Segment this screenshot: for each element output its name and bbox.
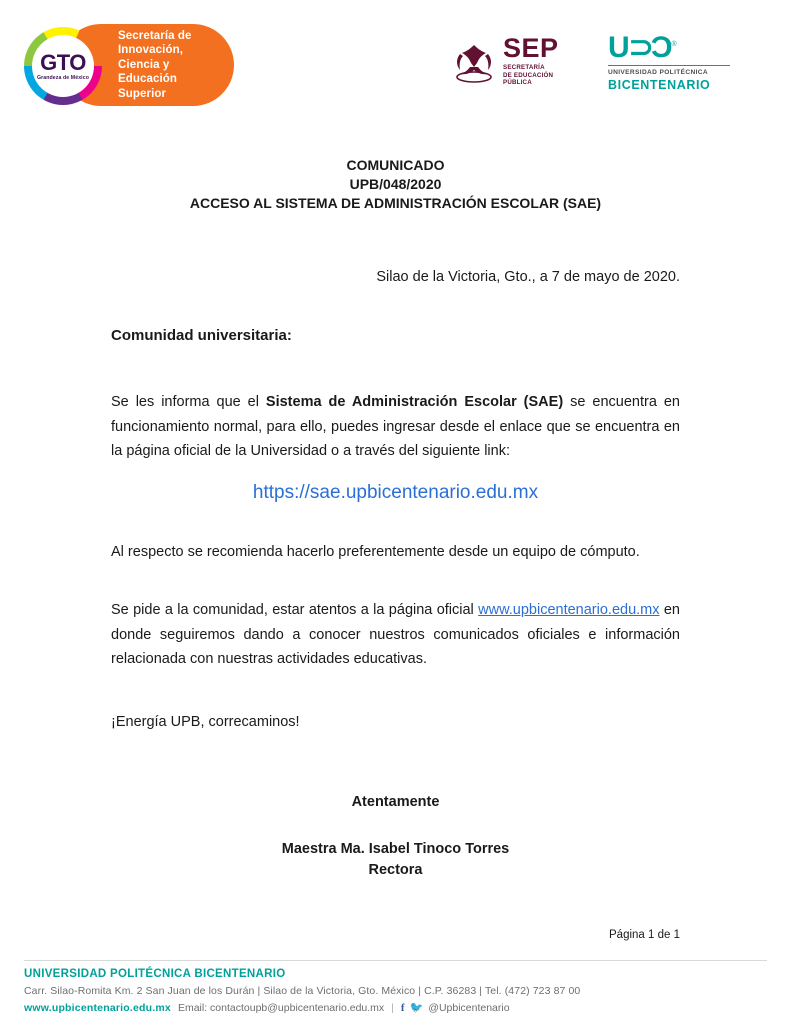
signer-name: Maestra Ma. Isabel Tinoco Torres — [281, 841, 510, 857]
paragraph-3-text-a: Se pide a la comunidad, estar atentos a la página oficial — [111, 602, 479, 618]
sep-texts — [503, 35, 559, 87]
upb-divider — [608, 65, 730, 66]
title-line-1: COMUNICADO — [346, 157, 445, 173]
sep-subtitle: SECRETARÍA DE EDUCACIÓN PÚBLICA — [503, 64, 554, 87]
document-title — [111, 156, 680, 213]
title-line-2: UPB/048/2020 — [349, 176, 442, 192]
paragraph-3 — [111, 598, 680, 672]
university-website-link[interactable]: www.upbicentenario.edu.mx — [478, 602, 660, 618]
footer-divider — [24, 960, 767, 961]
page-number: Página 1 de 1 — [609, 929, 680, 941]
closing-line: Atentamente — [351, 794, 440, 810]
document-header — [0, 0, 791, 120]
sep-logo — [450, 30, 585, 92]
gto-pill-label: Secretaría de Innovación, Ciencia y Educación Superior — [118, 29, 192, 100]
paragraph-1-text-a: Se les informa que el — [111, 394, 266, 410]
paragraph-1 — [111, 390, 680, 464]
document-footer — [0, 960, 791, 1024]
paragraph-2: Al respecto se recomienda hacerlo preferentemente desde un equipo de cómputo. — [111, 543, 640, 560]
signature-block — [111, 792, 680, 881]
footer-email[interactable]: Email: contactoupb@upbicentenario.edu.mx — [177, 1001, 385, 1014]
gto-logo — [24, 24, 234, 106]
footer-website[interactable]: www.upbicentenario.edu.mx — [24, 1001, 171, 1014]
footer-contact-row — [24, 1001, 767, 1014]
footer-separator: | — [391, 1001, 394, 1014]
registered-mark-icon: ® — [671, 41, 676, 48]
gto-circle-inner — [32, 35, 94, 97]
gto-tagline: Grandeza de México — [37, 74, 89, 81]
social-handle: @Upbicentenario — [428, 1001, 510, 1014]
footer-social[interactable] — [401, 1001, 510, 1014]
footer-address: Carr. Silao-Romita Km. 2 San Juan de los Durán | Silao de la Victoria, Gto. México | C.P. 36283 | Tel. (472) 723 87 00 — [24, 985, 581, 997]
upb-university-name: UNIVERSIDAD POLITÉCNICA — [608, 69, 709, 76]
gto-circle-icon — [24, 27, 102, 105]
twitter-icon[interactable]: 🐦 — [409, 1002, 424, 1014]
footer-institution: UNIVERSIDAD POLITÉCNICA BICENTENARIO — [24, 968, 286, 980]
upb-wordmark: U⊃Ɔ® — [608, 31, 676, 64]
sae-link[interactable]: https://sae.upbicentenario.edu.mx — [252, 481, 539, 503]
title-line-3: ACCESO AL SISTEMA DE ADMINISTRACIÓN ESCOLAR (SAE) — [189, 195, 602, 211]
sep-acronym: SEP — [503, 33, 559, 64]
facebook-icon[interactable]: f — [400, 1001, 405, 1014]
upb-logo — [608, 30, 738, 92]
mexican-eagle-icon — [450, 37, 498, 85]
upb-bicentenario-label: BICENTENARIO — [608, 78, 711, 92]
document-body — [0, 156, 791, 941]
paragraph-1-text-b: se encuentra en funcionamiento normal, para ello, puedes ingresar desde el enlace que se encuentra en la página oficial de la Universidad o a través del siguiente link: — [111, 394, 680, 459]
slogan: ¡Energía UPB, correcaminos! — [111, 713, 300, 730]
paragraph-1-bold: Sistema de Administración Escolar (SAE) — [265, 394, 564, 410]
document-date: Silao de la Victoria, Gto., a 7 de mayo de 2020. — [376, 269, 680, 285]
signer-title: Rectora — [368, 862, 423, 878]
salutation: Comunidad universitaria: — [111, 327, 292, 344]
paragraph-3-text-b: en donde seguiremos dando a conocer nuestros comunicados oficiales e información relacionada con nuestras actividades educativas. — [111, 602, 680, 667]
gto-wordmark: GTO — [40, 49, 86, 75]
